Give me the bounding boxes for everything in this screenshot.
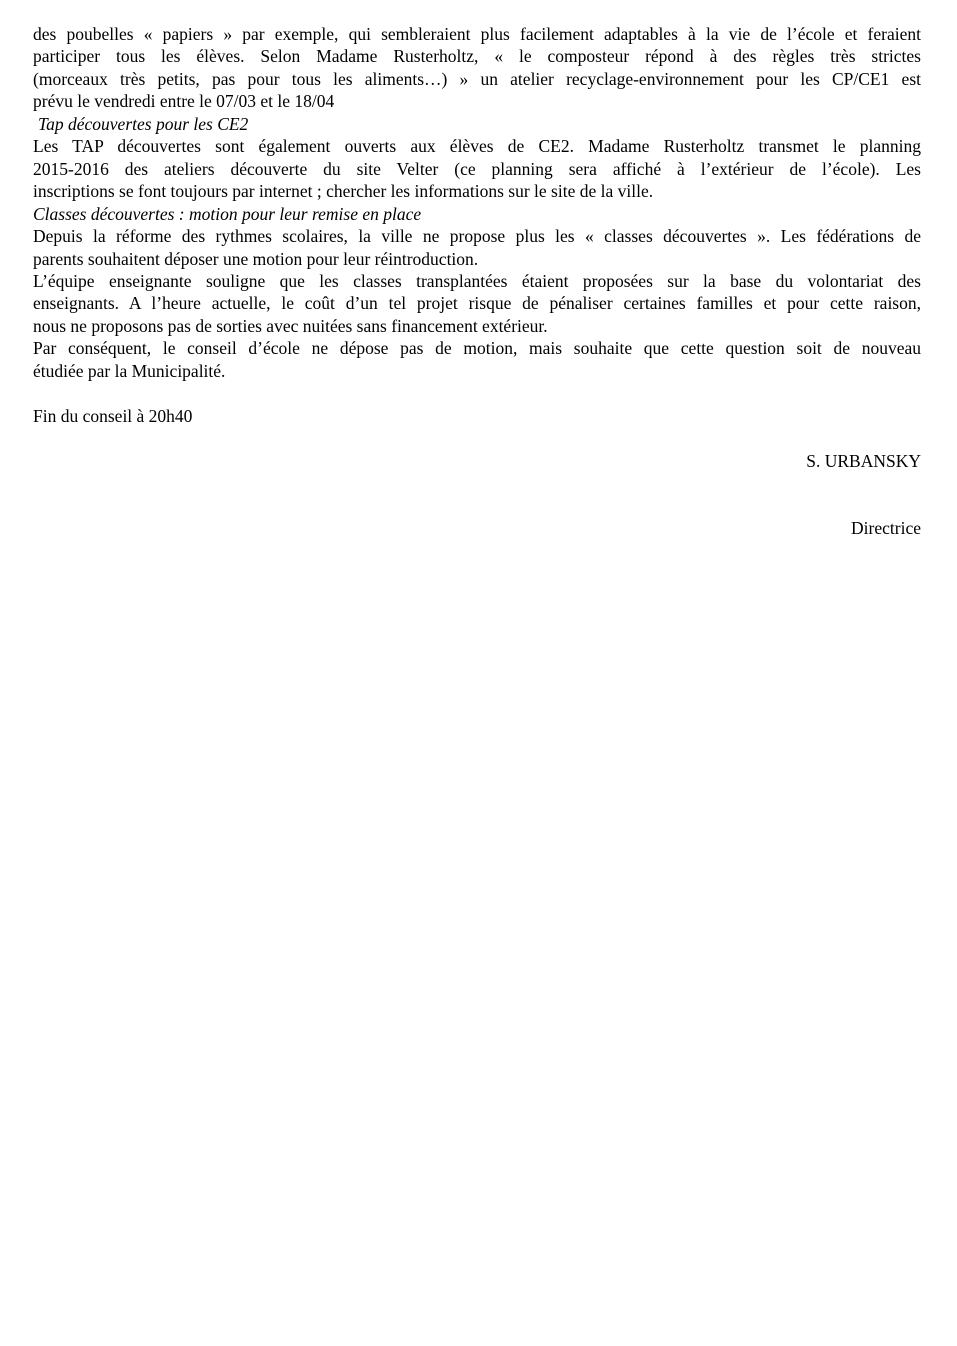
paragraph-line: Les TAP découvertes sont également ouverts aux élèves de CE2. Madame Rusterholtz transmet le planning <box>33 136 921 157</box>
paragraph-line: enseignants. A l’heure actuelle, le coût d’un tel projet risque de pénaliser certaines familles et pour cette raison, <box>33 293 921 314</box>
section-heading: Classes découvertes : motion pour leur remise en place <box>33 203 422 224</box>
blank-line <box>33 472 921 494</box>
paragraph-line: 2015-2016 des ateliers découverte du site Velter (ce planning sera affiché à l’extérieur de l’école). Les <box>33 158 921 179</box>
paragraph-line: nous ne proposons pas de sorties avec nuitées sans financement extérieur. <box>33 315 548 336</box>
paragraph-line: Depuis la réforme des rythmes scolaires, la ville ne propose plus les « classes découvertes ». Les fédérations de <box>33 226 921 247</box>
blank-line <box>33 382 921 404</box>
blank-line <box>33 494 921 516</box>
blank-line <box>33 427 921 449</box>
paragraph-line: parents souhaitent déposer une motion pour leur réintroduction. <box>33 248 479 269</box>
paragraph-line: Par conséquent, le conseil d’école ne dépose pas de motion, mais souhaite que cette question soit de nouveau <box>33 338 921 359</box>
closing-line: Fin du conseil à 20h40 <box>33 405 193 426</box>
paragraph-line: (morceaux très petits, pas pour tous les aliments…) » un atelier recyclage-environnement pour les CP/CE1 est <box>33 68 921 89</box>
document-body <box>33 23 921 539</box>
paragraph-line: L’équipe enseignante souligne que les classes transplantées étaient proposées sur la base du volontariat des <box>33 270 921 291</box>
paragraph-line: des poubelles « papiers » par exemple, qui sembleraient plus facilement adaptables à la vie de l’école et feraient <box>33 24 921 44</box>
paragraph-line: prévu le vendredi entre le 07/03 et le 18/04 <box>33 91 335 112</box>
paragraph-line: inscriptions se font toujours par internet ; chercher les informations sur le site de la ville. <box>33 181 654 202</box>
paragraph-line: étudiée par la Municipalité. <box>33 360 226 381</box>
section-heading: Tap découvertes pour les CE2 <box>38 113 249 134</box>
paragraph-line: participer tous les élèves. Selon Madame Rusterholtz, « le composteur répond à des règles très strictes <box>33 46 921 67</box>
signature-role: Directrice <box>851 517 921 538</box>
signature-name: S. URBANSKY <box>806 450 921 471</box>
